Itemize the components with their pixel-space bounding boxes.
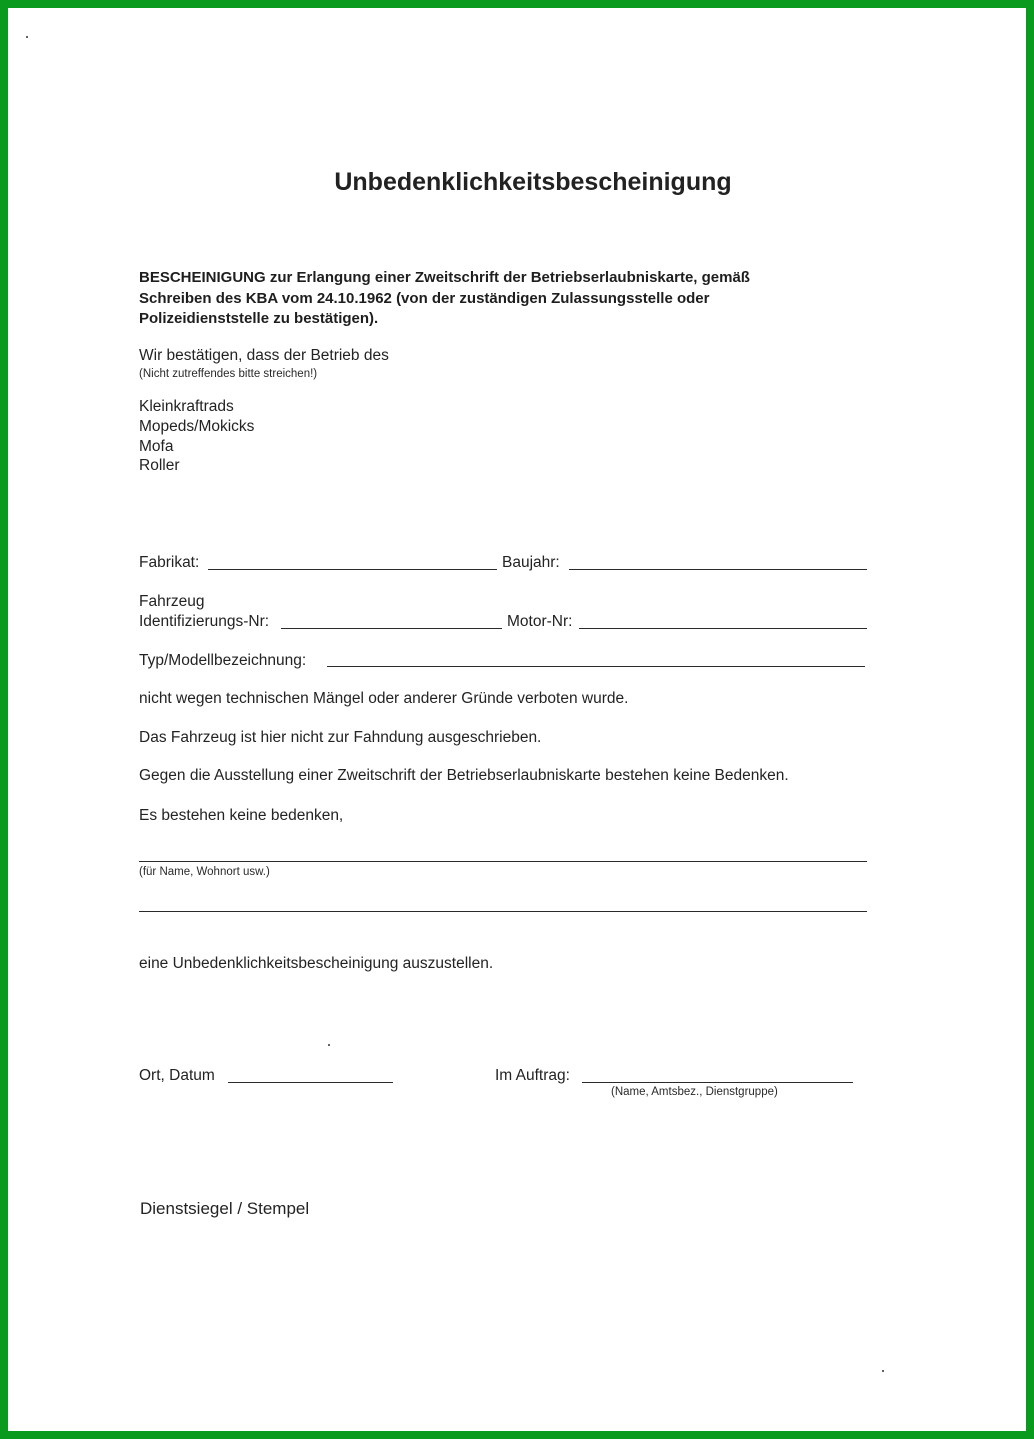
confirm-note: (Nicht zutreffendes bitte streichen!) [139,368,318,380]
scan-speck [328,1044,330,1046]
motor-field[interactable] [579,628,867,629]
statement-not-wanted: Das Fahrzeug ist hier nicht zur Fahndung ausgeschrieben. [139,729,542,746]
intro-paragraph [139,268,750,330]
ort-datum-label: Ort, Datum [139,1067,215,1084]
vehicle-type-item: Mofa [139,437,174,455]
baujahr-label: Baujahr: [502,554,560,571]
fabrikat-label: Fabrikat: [139,554,200,571]
auftrag-label: Im Auftrag: [495,1067,570,1084]
identifizierung-field[interactable] [281,628,502,629]
intro-line-1: BESCHEINIGUNG zur Erlangung einer Zweitschrift der Betriebserlaubniskarte, gemäß [139,269,750,286]
seal-label: Dienstsiegel / Stempel [140,1199,310,1218]
scan-speck [26,36,28,38]
identifizierung-label: Identifizierungs-Nr: [139,613,270,630]
auftrag-note: (Name, Amtsbez., Dienstgruppe) [611,1086,778,1098]
fabrikat-field[interactable] [208,569,497,570]
intro-line-2: Schreiben des KBA vom 24.10.1962 (von der zuständigen Zulassungsstelle oder [139,289,710,307]
vehicle-type-item: Mopeds/Mokicks [139,417,255,435]
name-note: (für Name, Wohnort usw.) [139,866,270,878]
name-field-second[interactable] [139,911,867,912]
typ-field[interactable] [327,666,865,667]
vehicle-type-item: Kleinkraftrads [139,398,234,415]
typ-label: Typ/Modellbezeichnung: [139,652,307,669]
vehicle-type-item: Roller [139,457,180,475]
auftrag-field[interactable] [582,1082,853,1083]
issue-text: eine Unbedenklichkeitsbescheinigung auszustellen. [139,955,494,972]
statement-not-prohibited: nicht wegen technischen Mängel oder anderer Gründe verboten wurde. [139,690,629,707]
motor-label: Motor-Nr: [507,613,573,630]
vehicle-type-list [139,397,254,476]
intro-line-3: Polizeidienststelle zu bestätigen). [139,310,379,327]
ort-datum-field[interactable] [228,1082,393,1083]
statement-no-concerns: Es bestehen keine bedenken, [139,807,344,824]
fahrzeug-label: Fahrzeug [139,593,205,610]
statement-no-objection: Gegen die Ausstellung einer Zweitschrift der Betriebserlaubniskarte bestehen keine Bedenken. [139,767,789,784]
scan-speck [882,1370,884,1372]
name-field[interactable] [139,861,867,862]
document-title: Unbedenklichkeitsbescheinigung [334,168,732,196]
confirm-text: Wir bestätigen, dass der Betrieb des [139,347,389,364]
baujahr-field[interactable] [569,569,867,570]
